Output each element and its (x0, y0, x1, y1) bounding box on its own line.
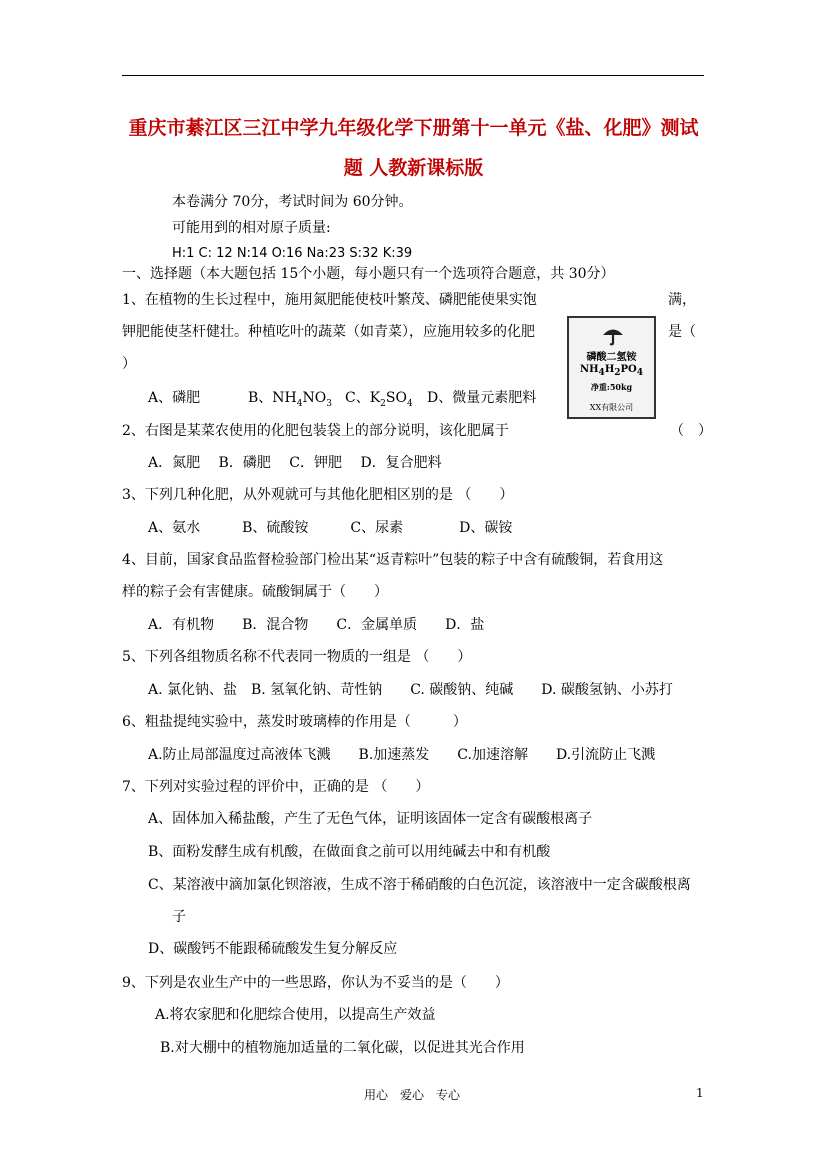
umbrella-icon (601, 324, 625, 346)
q7-option-c-line2: 子 (172, 909, 186, 925)
q2-answer-paren: （ ） (670, 423, 712, 439)
q1-line2-end: 是（ (668, 324, 696, 340)
q4-line1: 4、目前，国家食品监督检验部门检出某“返青粽叶”包装的粽子中含有硫酸铜，若食用这 (122, 552, 664, 568)
bag-formula: $NH_4H_2PO_4$ (579, 364, 644, 378)
q1-line3: ） (122, 356, 136, 372)
q3-options: A、氨水 B、硫酸铵 C、尿素 D、碳铵 (148, 520, 513, 536)
q2-options: A．氮肥 B．磷肥 C．钾肥 D．复合肥料 (148, 455, 442, 471)
q2-stem: 2、右图是某菜农使用的化肥包装袋上的部分说明，该化肥属于 (122, 423, 509, 439)
intro-score: 本卷满分 70分，考试时间为 60分钟。 (172, 194, 413, 210)
q1-option-a: A、磷肥 (148, 390, 201, 406)
q7-option-c-line1: C、某溶液中滴加氯化钡溶液，生成不溶于稀硝酸的白色沉淀，该溶液中一定含碳酸根离 (148, 877, 691, 893)
q7-option-b: B、面粉发酵生成有机酸，在做面食之前可以用纯碱去中和有机酸 (148, 844, 551, 860)
q9-option-a: A.将农家肥和化肥综合使用，以提高生产效益 (155, 1007, 436, 1023)
section-heading: 一、选择题（本大题包括 15个小题，每小题只有一个选项符合题意，共 30分） (122, 266, 615, 282)
q9-option-b: B.对大棚中的植物施加适量的二氧化碳，以促进其光合作用 (160, 1040, 525, 1056)
fertilizer-bag-label (567, 316, 656, 419)
header-rule (122, 75, 704, 76)
q4-line2: 样的粽子会有害健康。硫酸铜属于（ ） (122, 584, 388, 600)
q6-options: A.防止局部温度过高液体飞溅 B.加速蒸发 C.加速溶解 D.引流防止飞溅 (148, 747, 656, 763)
q7-option-d: D、碳酸钙不能跟稀硫酸发生复分解反应 (148, 941, 398, 957)
intro-masses-label: 可能用到的相对原子质量: (172, 220, 331, 236)
bag-company: XX有限公司 (589, 403, 634, 412)
q6-stem: 6、粗盐提纯实验中，蒸发时玻璃棒的作用是（ ） (122, 714, 467, 730)
q1-line1: 1、在植物的生长过程中，施用氮肥能使枝叶繁茂、磷肥能使果实饱 (122, 292, 537, 308)
page-number: 1 (696, 1086, 704, 1100)
q7-stem: 7、下列对实验过程的评价中，正确的是 （ ） (122, 779, 430, 795)
q1-option-d: D、微量元素肥料 (427, 390, 537, 406)
q1-line2: 钾肥能使茎杆健壮。种植吃叶的蔬菜（如青菜），应施用较多的化肥 (122, 324, 535, 340)
footer-motto: 用心 爱心 专心 (364, 1088, 461, 1102)
q5-options: A. 氯化钠、盐 B. 氢氧化钠、苛性钠 C. 碳酸钠、纯碱 D. 碳酸氢钠、小苏打 (148, 682, 673, 698)
bag-product-name: 磷酸二氢铵 (586, 352, 637, 363)
q1-option-b: B、$NH_4NO_3$ (248, 390, 332, 409)
q4-options: A．有机物 B．混合物 C．金属单质 D．盐 (148, 617, 485, 633)
q5-stem: 5、下列各组物质名称不代表同一物质的一组是 （ ） (122, 649, 472, 665)
bag-net-weight: 净重:50kg (590, 382, 633, 392)
q3-stem: 3、下列几种化肥，从外观就可与其他化肥相区别的是 （ ） (122, 487, 514, 503)
q1-option-c: C、$K_2SO_4$ (345, 390, 413, 409)
atomic-masses: H:1 C: 12 N:14 O:16 Na:23 S:32 K:39 (172, 246, 413, 261)
doc-title-line1: 重庆市綦江区三江中学九年级化学下册第十一单元《盐、化肥》测试 (128, 117, 699, 139)
q7-option-a: A、固体加入稀盐酸，产生了无色气体，证明该固体一定含有碳酸根离子 (148, 811, 593, 827)
q9-stem: 9、下列是农业生产中的一些思路，你认为不妥当的是（ ） (122, 975, 509, 991)
q1-line1-end: 满， (668, 292, 696, 308)
doc-title-line2: 题 人教新课标版 (343, 157, 484, 179)
